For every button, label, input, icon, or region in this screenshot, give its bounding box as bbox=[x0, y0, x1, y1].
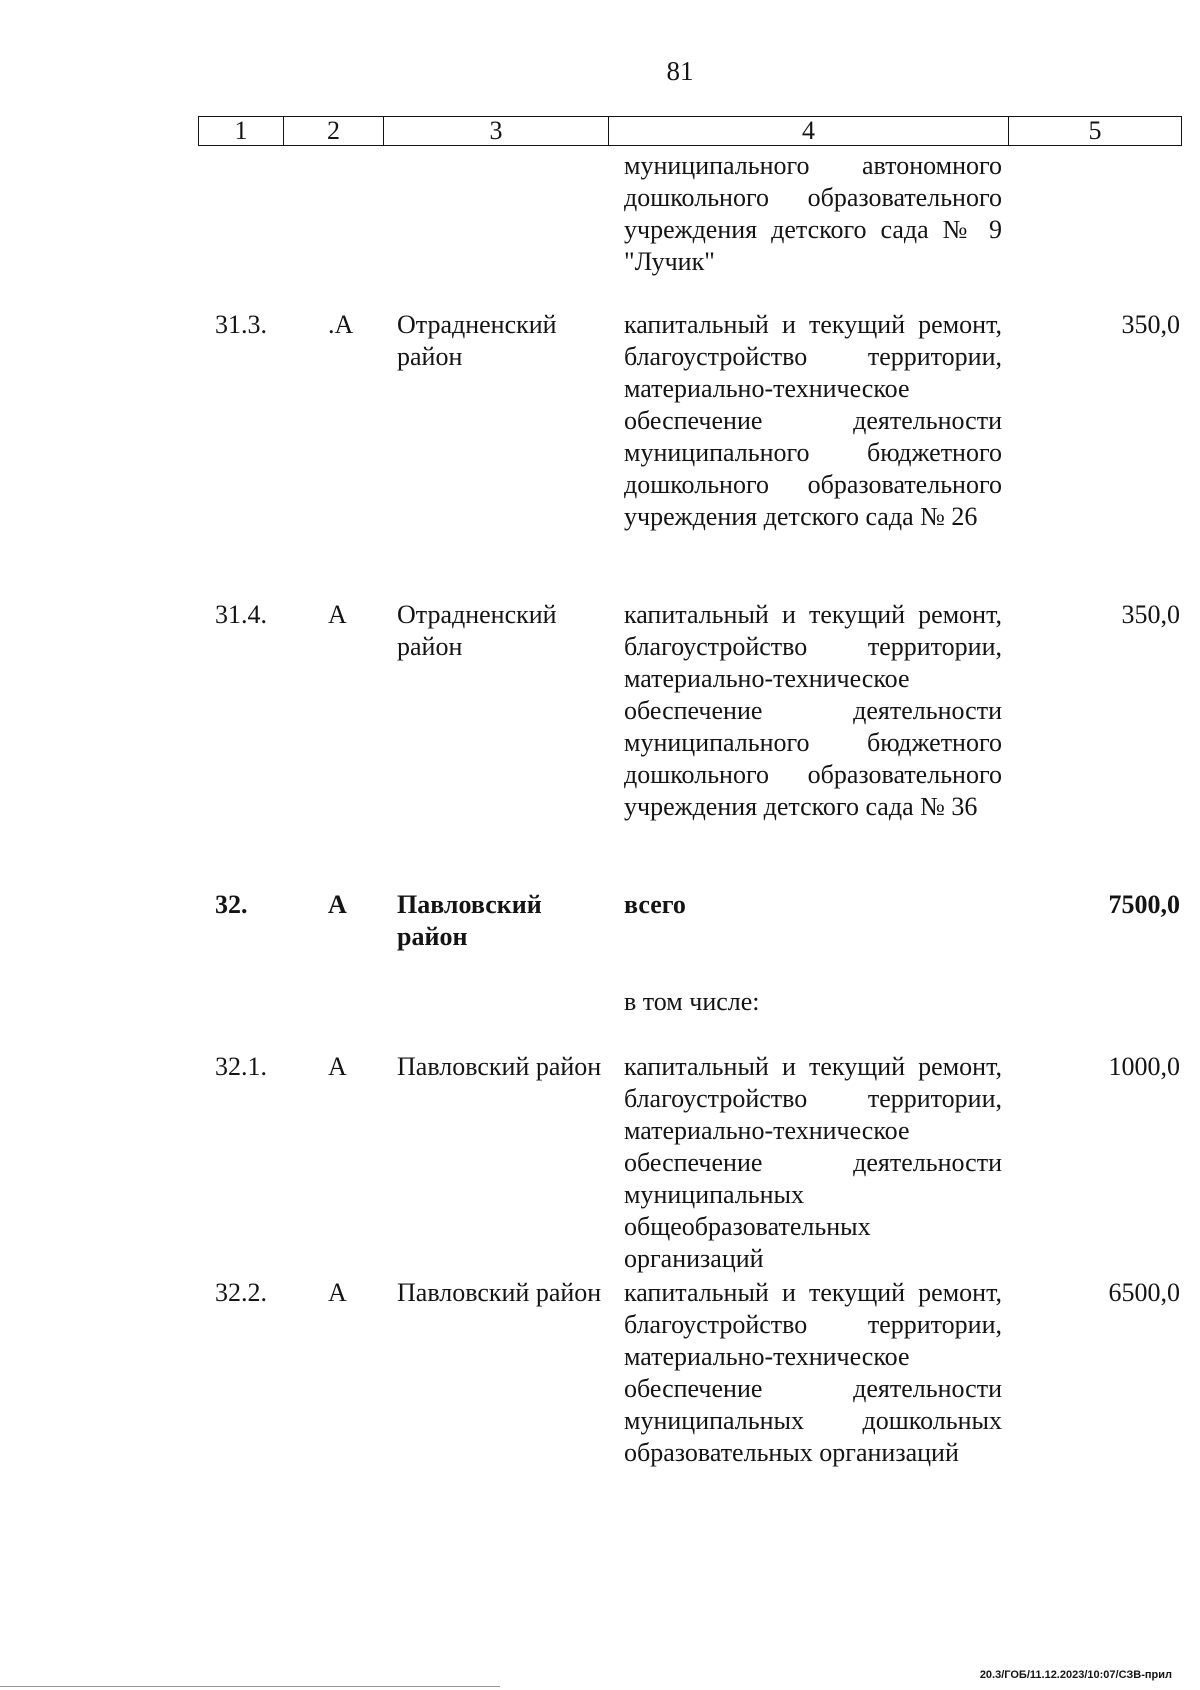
row-code: А bbox=[328, 1052, 347, 1081]
continuation-description: муниципального автономного дошкольного образовательного учреждения детского сада № 9 "Лучик" bbox=[624, 151, 1002, 276]
bottom-scan-line bbox=[0, 1686, 500, 1687]
row-district: Павловский район bbox=[397, 1052, 602, 1081]
row-district: Отрадненский район bbox=[397, 600, 557, 661]
row-district: Павловский район bbox=[397, 1278, 602, 1307]
row-code: .А bbox=[328, 310, 354, 339]
row-number: 31.3. bbox=[215, 310, 267, 339]
row-code: А bbox=[328, 890, 347, 919]
table-header bbox=[198, 116, 1182, 146]
header-col-3: 3 bbox=[384, 117, 609, 145]
header-col-1: 1 bbox=[199, 117, 284, 145]
row-code: А bbox=[328, 600, 347, 629]
row-number: 32.1. bbox=[215, 1052, 267, 1081]
row-amount: 6500,0 bbox=[1108, 1278, 1180, 1307]
row-description: капитальный и текущий ремонт, благоустройство территории, материально-техническое обеспечение деятельности муниципального бюджетного дошкольного образовательного учреждения детского сада № 36 bbox=[624, 600, 1002, 821]
header-col-5: 5 bbox=[1088, 116, 1102, 145]
row-amount: 7500,0 bbox=[1108, 890, 1180, 919]
header-col-4: 4 bbox=[609, 117, 1009, 145]
row-amount: 350,0 bbox=[1121, 310, 1180, 339]
row-description: всего bbox=[624, 890, 686, 919]
row-description: капитальный и текущий ремонт, благоустройство территории, материально-техническое обеспечение деятельности муниципального бюджетного дошкольного образовательного учреждения детского сада № 26 bbox=[624, 310, 1002, 531]
row-district: Павловский район bbox=[397, 890, 542, 951]
row-amount: 1000,0 bbox=[1108, 1052, 1180, 1081]
row-number: 32.2. bbox=[215, 1278, 267, 1307]
row-number: 31.4. bbox=[215, 600, 267, 629]
row-number: 32. bbox=[215, 890, 248, 919]
header-col-2: 2 bbox=[284, 117, 384, 145]
subtotal-note: в том числе: bbox=[624, 987, 760, 1016]
row-amount: 350,0 bbox=[1121, 600, 1180, 629]
row-district: Отрадненский район bbox=[397, 310, 557, 371]
row-code: А bbox=[328, 1278, 347, 1307]
row-description: капитальный и текущий ремонт, благоустройство территории, материально-техническое обеспечение деятельности муниципальных дошкольных образовательных организаций bbox=[624, 1278, 1002, 1467]
row-description: капитальный и текущий ремонт, благоустройство территории, материально-техническое обеспечение деятельности муниципальных общеобразовательных организаций bbox=[624, 1052, 1002, 1273]
document-footer-code: 20.3/ГОБ/11.12.2023/10:07/СЗВ-прил bbox=[979, 1669, 1172, 1681]
page-number: 81 bbox=[666, 56, 694, 86]
